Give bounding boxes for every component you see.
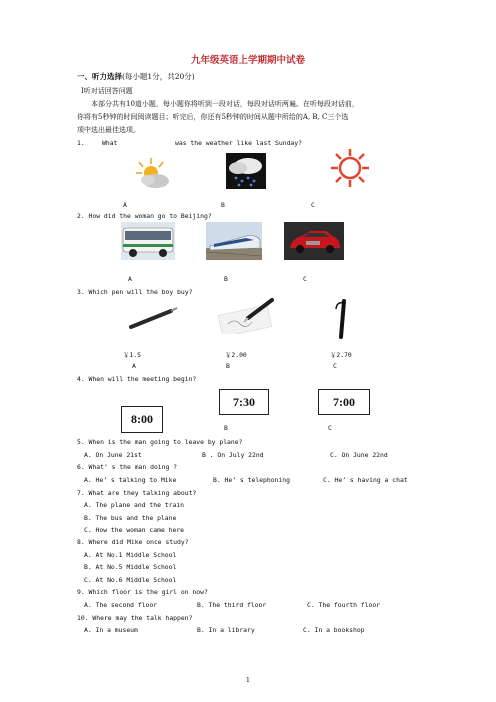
cloudy-sun-icon (134, 156, 172, 190)
q4-text: 4. When will the meeting begin? (77, 375, 197, 383)
q5-option-b: B . On July 22nd (202, 451, 264, 459)
car-icon (284, 222, 344, 260)
q7-option-a: A. The plane and the train (84, 501, 185, 509)
q1-text-end: was the weather like last Sunday? (175, 139, 302, 147)
clock-time-c: 7:00 (318, 389, 370, 415)
q8-text: 8. Where did Mike once study? (77, 538, 189, 546)
q6-option-a: A. He’ s talking to Mike (84, 476, 177, 484)
q3-price-c: ￥2.70 (330, 351, 352, 359)
page-title: 九年级英语上学期期中试卷 (190, 55, 305, 66)
q5-text: 5. When is the man going to leave by plane? (77, 438, 243, 446)
q9-option-b: B. The third floor (197, 601, 267, 609)
q2-option-b: B (224, 275, 228, 283)
q9-option-a: A. The second floor (84, 601, 158, 609)
q1-text-start: What (102, 139, 118, 147)
instruction-line-2: 你将有5秒钟的时间阅读题目；听完后，你还有5秒钟的时间从题中所给的A, B, C三个选 (77, 113, 349, 121)
q10-option-c: C. In a bookshop (303, 626, 365, 634)
q3-price-b: ￥2.00 (225, 351, 247, 359)
q6-option-b: B. He’ s telephoning (213, 476, 290, 484)
q8-option-b: B. At No.5 Middle School (84, 563, 177, 571)
q6-option-c: C. He’ s having a chat (323, 476, 408, 484)
q2-text: 2. How did the woman go to Beijing? (77, 212, 212, 220)
q5-option-a: A. On June 21st (84, 451, 142, 459)
q1-option-a: A (123, 201, 127, 209)
q9-text: 9. Which floor is the girl on now? (77, 588, 208, 596)
q1-number: 1. (77, 139, 85, 147)
instruction-line-1: 本部分共有10道小题，每小题你将听到一段对话，每段对话听两遍。在听每段对话前， (91, 100, 359, 108)
train-icon (206, 222, 262, 260)
q7-option-b: B. The bus and the plane (84, 514, 177, 522)
q2-option-c: C (303, 275, 307, 283)
q9-option-c: C. The fourth floor (307, 601, 381, 609)
bus-icon (121, 222, 175, 260)
q8-option-a: A. At No.1 Middle School (84, 551, 177, 559)
pen-c-icon (329, 297, 353, 341)
q3-option-a: A (132, 362, 136, 370)
q10-option-a: A. In a museum (84, 626, 138, 634)
section-title: 一、听力选择 (77, 72, 122, 81)
q7-text: 7. What are they talking about? (77, 489, 197, 497)
section-note: (每小题1分，共20分) (122, 72, 195, 81)
pen-b-icon (218, 296, 276, 334)
q10-option-b: B. In a library (197, 626, 255, 634)
q8-option-c: C. At No.6 Middle School (84, 576, 177, 584)
pen-a-icon (127, 305, 179, 331)
q7-option-c: C. How the woman came here (84, 526, 185, 534)
page-number: 1 (245, 676, 251, 684)
q3-option-c: C (333, 362, 337, 370)
clock-time-a: 8:00 (121, 406, 163, 433)
q10-text: 10. Where may the talk happen? (77, 614, 193, 622)
q1-option-b: B (221, 201, 225, 209)
q3-option-b: B (226, 362, 230, 370)
q4-option-c: C (328, 424, 332, 432)
q3-text: 3. Which pen will the boy buy? (77, 288, 193, 296)
q4-option-b: B (224, 424, 228, 432)
q6-text: 6. What’ s the man doing ? (77, 463, 178, 471)
q1-option-c: C (311, 201, 315, 209)
clock-time-b: 7:30 (219, 389, 269, 415)
rain-cloud-icon (226, 153, 266, 189)
q5-option-c: C. On June 22nd (330, 451, 388, 459)
q3-price-a: ￥1.5 (123, 351, 141, 359)
q2-option-a: A (128, 275, 132, 283)
instruction-line-3: 项中选出最佳选项。 (77, 126, 140, 134)
part-title: Ⅰ听对话回答问题 (81, 87, 133, 95)
section-heading (77, 71, 195, 82)
sun-icon (330, 148, 370, 188)
